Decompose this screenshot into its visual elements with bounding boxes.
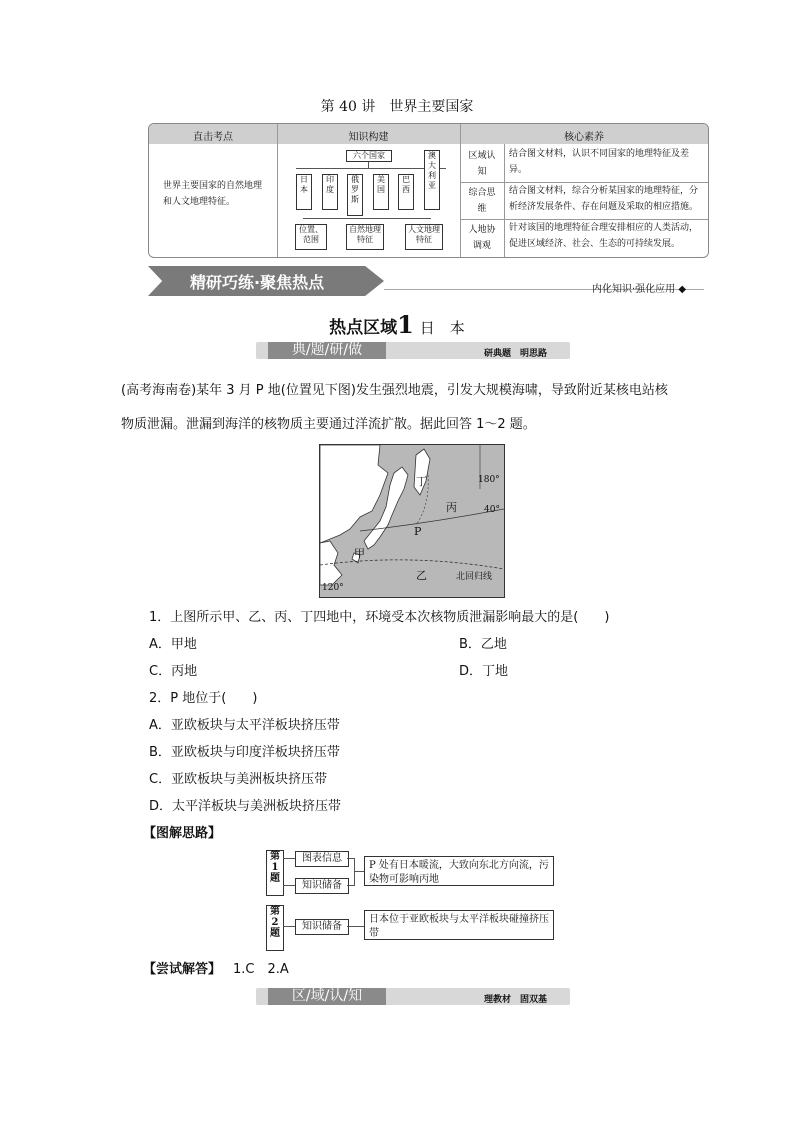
kaodian-text: 世界主要国家的自然地理和人文地理特征。: [163, 181, 263, 207]
header-kaodian: 直击考点: [193, 132, 233, 143]
aspect-natural: 自然地理特征: [346, 224, 384, 250]
map-label-180: 180°: [478, 475, 500, 485]
map-label-ding: 丁: [416, 475, 427, 488]
flow1-box-a: 图表信息: [295, 851, 349, 867]
intro-paragraph: (高考海南卷)某年 3 月 P 地(位置见下图)发生强烈地震，引发大规模海啸，导致附近某核电站核物质泄漏。泄漏到海洋的核物质主要通过洋流扩散。据此回答 1～2 题。: [121, 383, 668, 432]
japan-map: [319, 444, 505, 598]
q1-option-b: B．乙地: [459, 637, 507, 652]
q1-option-d: D．丁地: [459, 664, 509, 679]
country-india: 印度: [322, 174, 338, 210]
subbar-2-title: 区/域/认/知: [268, 988, 386, 1005]
header-suyang: 核心素养: [564, 132, 604, 143]
aspect-human: 人文地理特征: [405, 224, 443, 250]
map-label-tropic: 北回归线: [456, 572, 493, 582]
header-zhishi: 知识构建: [348, 132, 389, 143]
suyang-text-2: 结合图文材料，综合分析某国家的地理特征，分析经济发展条件、存在问题及采取的相应措施。: [509, 186, 699, 212]
q2-option-a: A．亚欧板块与太平洋板块挤压带: [149, 718, 340, 733]
flow2-box-a: 知识储备: [295, 919, 349, 935]
subbar-1-right: 研典题 明思路: [484, 349, 548, 359]
q2-option-b: B．亚欧板块与印度洋板块挤压带: [149, 745, 340, 760]
flow1-box-b: 知识储备: [295, 878, 349, 894]
answer-line: 【尝试解答】 1.C 2.A: [143, 962, 289, 977]
map-label-jia: 甲: [354, 547, 365, 560]
lecture-title: 第 40 讲 世界主要国家: [320, 99, 474, 115]
subbar-2-right: 理教材 固双基: [484, 995, 548, 1005]
q1-option-c: C．丙地: [149, 664, 198, 679]
q1-option-a: A．甲地: [149, 637, 197, 652]
subbar-1-title: 典/题/研/做: [268, 342, 386, 359]
country-russia: 俄罗斯: [347, 174, 363, 216]
map-label-yi: 乙: [416, 569, 427, 582]
q2-stem: 2．P 地位于( ): [149, 691, 258, 706]
map-label-p: P: [414, 525, 422, 538]
country-australia: 澳大利亚: [424, 150, 440, 210]
hot-region-heading: 热点区域1 日 本: [329, 310, 465, 339]
q2-option-c: C．亚欧板块与美洲板块挤压带: [149, 772, 328, 787]
map-label-120: 120°: [322, 583, 344, 593]
overview-table: [148, 123, 709, 258]
table-header: [149, 124, 708, 144]
banner-right-text: 内化知识·强化应用 ◆: [592, 284, 687, 295]
diagram-root: 六个国家: [346, 150, 392, 162]
flow2-tag: 第2题: [266, 905, 284, 951]
suyang-text-1: 结合图文材料，认识不同国家的地理特征及差异。: [509, 149, 690, 175]
flow1-result: P 处有日本暖流，大致向东北方向流，污染物可影响丙地: [364, 856, 554, 886]
country-usa: 美国: [373, 174, 389, 210]
q1-stem: 1．上图所示甲、乙、丙、丁四地中，环境受本次核物质泄漏影响最大的是( ): [149, 610, 610, 625]
suyang-name-1: 区域认知: [468, 151, 496, 177]
suyang-text-3: 针对该国的地理特征合理安排相应的人类活动，促进区域经济、社会、生态的可持续发展。: [509, 223, 699, 249]
flow1-tag: 第1题: [266, 850, 284, 896]
banner-text: 精研巧练·聚焦热点: [190, 273, 325, 292]
map-label-bing: 丙: [446, 501, 457, 514]
aspect-location: 位置、范围: [295, 224, 327, 250]
flow2-result: 日本位于亚欧板块与太平洋板块碰撞挤压带: [364, 910, 554, 940]
suyang-name-2: 综合思维: [468, 188, 496, 214]
map-label-40: 40°: [484, 505, 500, 515]
q2-option-d: D．太平洋板块与美洲板块挤压带: [149, 799, 342, 814]
tujie-label: 【图解思路】: [143, 826, 222, 841]
suyang-name-3: 人地协调观: [468, 225, 496, 251]
country-brazil: 巴西: [398, 174, 414, 210]
country-japan: 日本: [296, 174, 312, 210]
